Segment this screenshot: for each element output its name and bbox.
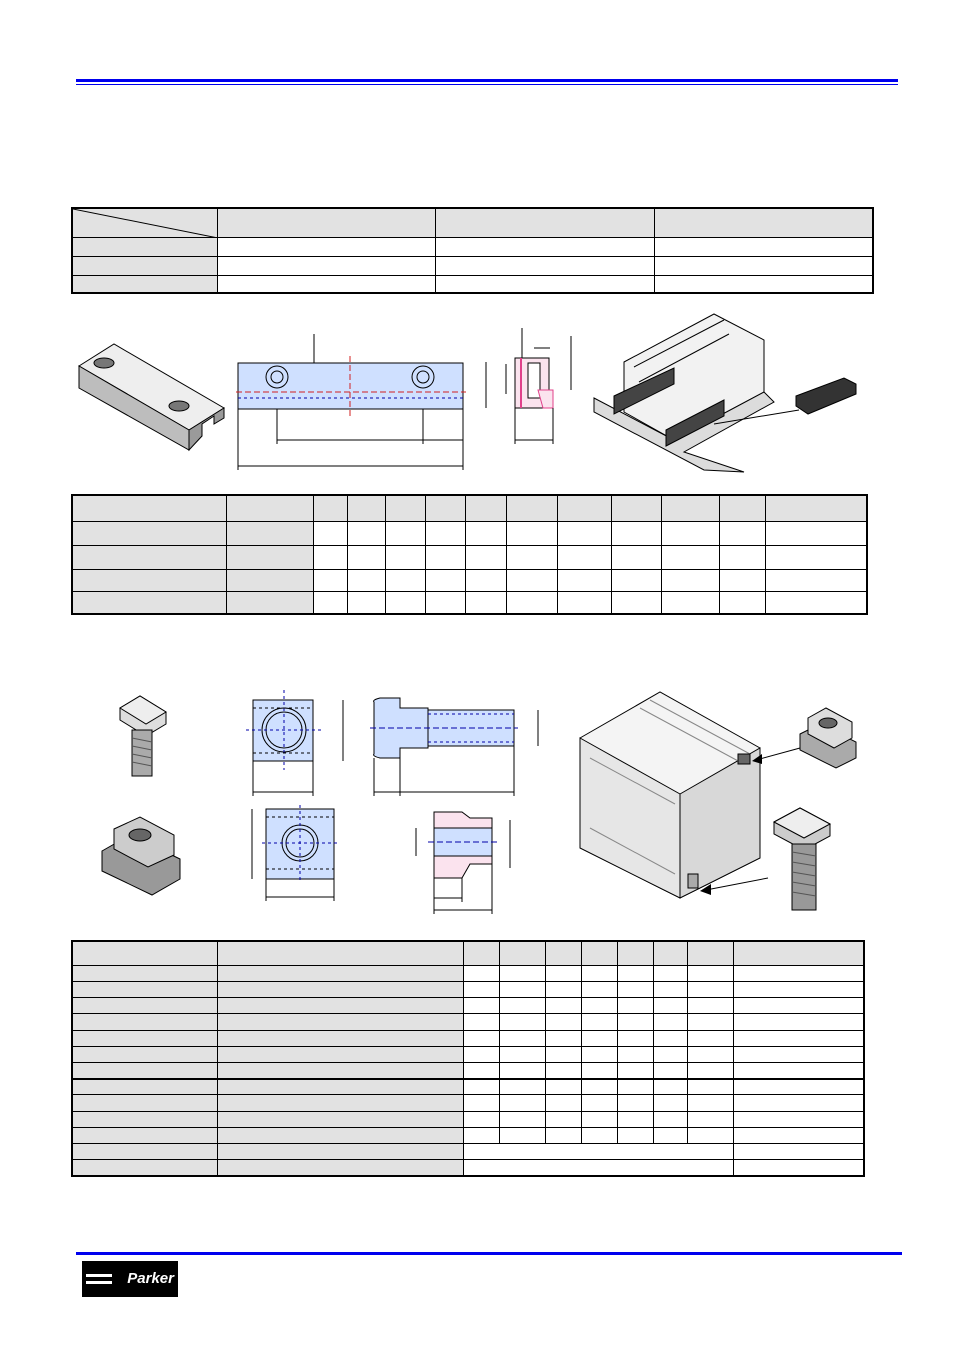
table-cell — [617, 982, 653, 998]
table-cell — [653, 1046, 687, 1062]
table-2-header — [72, 495, 226, 521]
table-cell — [313, 545, 347, 569]
table-label-cell — [72, 1144, 217, 1160]
table-cell — [463, 1095, 499, 1111]
table-3-header — [217, 941, 463, 965]
table-2-row-label — [72, 521, 226, 545]
table-cell — [661, 545, 719, 569]
table-2-header — [347, 495, 385, 521]
table-2-row-label — [226, 545, 313, 569]
table-cell — [313, 591, 347, 614]
table-1-header — [435, 208, 654, 237]
table-cell — [719, 569, 765, 591]
parker-logo-text: Parker — [127, 1270, 174, 1287]
table-label-cell — [72, 1030, 217, 1046]
table-cell — [581, 1095, 617, 1111]
table-1-cell — [217, 237, 435, 256]
table-1-row-label — [72, 275, 217, 293]
table-cell — [499, 1095, 545, 1111]
table-1-cell — [435, 237, 654, 256]
table-cell — [611, 591, 661, 614]
table-1-header — [217, 208, 435, 237]
table-cell — [425, 569, 465, 591]
table-cell — [465, 591, 506, 614]
table-cell — [545, 1095, 581, 1111]
table-cell — [545, 982, 581, 998]
table-cell — [313, 521, 347, 545]
table-1-cell — [654, 275, 873, 293]
table-cell — [506, 591, 557, 614]
table-label-cell — [217, 965, 463, 981]
table-3-header — [653, 941, 687, 965]
table-cell — [687, 965, 733, 981]
t-bolt-side-view — [370, 690, 550, 800]
table-2-header — [385, 495, 425, 521]
table-3-header — [733, 941, 864, 965]
table-cell — [545, 1111, 581, 1127]
table-1-cell — [217, 256, 435, 275]
table-label-cell — [217, 1160, 463, 1176]
table-label-cell — [217, 998, 463, 1014]
table-2-header — [611, 495, 661, 521]
table-cell — [617, 1014, 653, 1030]
table-cell — [465, 569, 506, 591]
table-cell — [581, 1014, 617, 1030]
table-cell — [385, 521, 425, 545]
table-3 — [71, 940, 865, 1177]
t-bolt-isometric — [118, 690, 178, 780]
table-cell — [499, 1111, 545, 1127]
table-cell — [653, 982, 687, 998]
table-2-row-label — [72, 591, 226, 614]
table-cell — [733, 1014, 864, 1030]
table-2-header — [765, 495, 867, 521]
table-1-cell — [654, 237, 873, 256]
table-cell — [347, 521, 385, 545]
table-cell — [617, 1079, 653, 1095]
table-label-cell — [217, 1030, 463, 1046]
table-label-cell — [217, 1144, 463, 1160]
table-cell — [581, 1046, 617, 1062]
table-cell — [653, 1063, 687, 1079]
table-label-cell — [72, 1095, 217, 1111]
table-2 — [71, 494, 868, 615]
table-3-header — [72, 941, 217, 965]
table-cell — [499, 1063, 545, 1079]
table-cell — [687, 1079, 733, 1095]
table-label-cell — [72, 1014, 217, 1030]
table-cell — [733, 1095, 864, 1111]
table-cell — [463, 1079, 499, 1095]
table-cell — [385, 591, 425, 614]
table-3-header — [687, 941, 733, 965]
t-head-top-view — [246, 690, 356, 800]
table-label-cell — [72, 1063, 217, 1079]
table-cell — [506, 545, 557, 569]
table-cell — [765, 545, 867, 569]
table-1-corner-cell — [72, 208, 217, 237]
table-2-row-label — [226, 521, 313, 545]
table-cell — [611, 545, 661, 569]
table-cell — [581, 1127, 617, 1143]
table-label-cell — [217, 1127, 463, 1143]
table-cell — [425, 521, 465, 545]
stepped-nut-section — [412, 806, 522, 916]
table-cell — [617, 1095, 653, 1111]
table-cell — [733, 1079, 864, 1095]
table-cell — [653, 1030, 687, 1046]
table-cell — [617, 1063, 653, 1079]
table-cell — [463, 998, 499, 1014]
table-cell — [545, 1127, 581, 1143]
table-cell — [733, 1144, 864, 1160]
footer-rule — [76, 1252, 902, 1255]
table-cell — [733, 1160, 864, 1176]
table-cell — [653, 1127, 687, 1143]
table-cell — [765, 569, 867, 591]
table-cell — [611, 521, 661, 545]
table-2-header — [465, 495, 506, 521]
table-2-header — [661, 495, 719, 521]
table-label-cell — [72, 1046, 217, 1062]
table-2-header — [425, 495, 465, 521]
table-2-row-label — [72, 569, 226, 591]
table-cell — [545, 1046, 581, 1062]
table-cell — [347, 545, 385, 569]
table-cell — [733, 1111, 864, 1127]
table-cell — [545, 1014, 581, 1030]
table-label-cell — [217, 1063, 463, 1079]
table-cell — [765, 521, 867, 545]
table-2-row-label — [226, 591, 313, 614]
profile-isometric — [580, 688, 780, 898]
table-label-cell — [72, 1111, 217, 1127]
table-cell — [385, 545, 425, 569]
table-cell — [719, 591, 765, 614]
table-cell — [581, 1111, 617, 1127]
table-cell — [687, 1095, 733, 1111]
table-label-cell — [72, 1127, 217, 1143]
header-rule-thick — [76, 79, 898, 82]
table-cell — [463, 1144, 733, 1160]
table-cell — [465, 545, 506, 569]
table-1-cell — [654, 256, 873, 275]
table-cell — [687, 1014, 733, 1030]
table-cell — [733, 1030, 864, 1046]
table-cell — [733, 982, 864, 998]
table-cell — [653, 1079, 687, 1095]
table-label-cell — [217, 1095, 463, 1111]
table-1-cell — [435, 256, 654, 275]
table-1-cell — [217, 275, 435, 293]
table-cell — [611, 569, 661, 591]
table-cell — [506, 521, 557, 545]
table-label-cell — [72, 1160, 217, 1176]
table-1-row-label — [72, 237, 217, 256]
table-cell — [557, 591, 611, 614]
table-1-row-label — [72, 256, 217, 275]
table-label-cell — [72, 982, 217, 998]
table-cell — [506, 569, 557, 591]
table-cell — [653, 1095, 687, 1111]
table-cell — [581, 1063, 617, 1079]
table-2-header — [719, 495, 765, 521]
table-cell — [557, 521, 611, 545]
table-cell — [617, 965, 653, 981]
table-cell — [661, 569, 719, 591]
table-cell — [463, 1063, 499, 1079]
table-cell — [733, 1127, 864, 1143]
table-2-header — [313, 495, 347, 521]
table-cell — [733, 1063, 864, 1079]
table-label-cell — [72, 965, 217, 981]
table-cell — [463, 982, 499, 998]
table-2-header — [226, 495, 313, 521]
table-cell — [463, 1030, 499, 1046]
table-2-header — [557, 495, 611, 521]
table-cell — [581, 1030, 617, 1046]
table-cell — [687, 998, 733, 1014]
table-cell — [581, 965, 617, 981]
table-cell — [733, 965, 864, 981]
table-cell — [499, 998, 545, 1014]
table-cell — [661, 521, 719, 545]
t-bolt-large-isometric — [770, 806, 840, 916]
table-cell — [545, 1079, 581, 1095]
table-cell — [581, 982, 617, 998]
table-cell — [581, 998, 617, 1014]
table-cell — [499, 1079, 545, 1095]
table-cell — [617, 1046, 653, 1062]
table-cell — [499, 1030, 545, 1046]
table-cell — [581, 1079, 617, 1095]
table-cell — [687, 1127, 733, 1143]
table-cell — [545, 965, 581, 981]
rail-assembly-illustration — [594, 312, 864, 472]
table-cell — [557, 569, 611, 591]
table-cell — [687, 982, 733, 998]
table-3-header — [617, 941, 653, 965]
table-cell — [719, 521, 765, 545]
t-nut-isometric — [100, 815, 190, 905]
table-3-header — [499, 941, 545, 965]
table-cell — [617, 1111, 653, 1127]
table-cell — [545, 1030, 581, 1046]
table-cell — [687, 1063, 733, 1079]
header-rule-thin — [76, 84, 898, 85]
table-3-header — [581, 941, 617, 965]
table-label-cell — [72, 998, 217, 1014]
t-nut-small-isometric — [796, 706, 866, 776]
mounting-block-side-section — [478, 328, 588, 448]
table-cell — [313, 569, 347, 591]
table-cell — [347, 569, 385, 591]
table-label-cell — [217, 1079, 463, 1095]
table-2-row-label — [72, 545, 226, 569]
table-cell — [499, 982, 545, 998]
table-cell — [733, 1046, 864, 1062]
table-cell — [661, 591, 719, 614]
table-cell — [733, 998, 864, 1014]
table-cell — [687, 1046, 733, 1062]
table-cell — [653, 965, 687, 981]
table-cell — [557, 545, 611, 569]
table-cell — [385, 569, 425, 591]
table-cell — [499, 1014, 545, 1030]
table-label-cell — [217, 982, 463, 998]
table-1 — [71, 207, 874, 294]
table-cell — [463, 1160, 733, 1176]
arrow-to-bolt — [696, 874, 776, 904]
table-cell — [463, 1046, 499, 1062]
table-cell — [617, 1030, 653, 1046]
table-cell — [499, 1127, 545, 1143]
table-cell — [425, 545, 465, 569]
table-cell — [687, 1030, 733, 1046]
table-cell — [617, 998, 653, 1014]
table-cell — [545, 998, 581, 1014]
table-1-cell — [435, 275, 654, 293]
table-cell — [617, 1127, 653, 1143]
table-3-header — [545, 941, 581, 965]
table-2-row-label — [226, 569, 313, 591]
table-cell — [463, 1127, 499, 1143]
table-cell — [463, 1111, 499, 1127]
table-cell — [765, 591, 867, 614]
table-2-header — [506, 495, 557, 521]
table-cell — [499, 1046, 545, 1062]
table-label-cell — [217, 1111, 463, 1127]
table-cell — [687, 1111, 733, 1127]
square-nut-top-view — [246, 805, 346, 905]
table-cell — [545, 1063, 581, 1079]
table-label-cell — [217, 1046, 463, 1062]
mounting-block-top-view — [236, 334, 476, 464]
table-cell — [465, 521, 506, 545]
table-cell — [425, 591, 465, 614]
table-cell — [347, 591, 385, 614]
mounting-block-isometric — [74, 338, 234, 458]
table-3-header — [463, 941, 499, 965]
table-cell — [719, 545, 765, 569]
table-label-cell — [72, 1079, 217, 1095]
table-cell — [499, 965, 545, 981]
table-cell — [653, 998, 687, 1014]
table-cell — [463, 965, 499, 981]
table-cell — [653, 1014, 687, 1030]
table-cell — [463, 1014, 499, 1030]
table-1-header — [654, 208, 873, 237]
table-label-cell — [217, 1014, 463, 1030]
parker-logo — [82, 1261, 178, 1297]
table-cell — [653, 1111, 687, 1127]
